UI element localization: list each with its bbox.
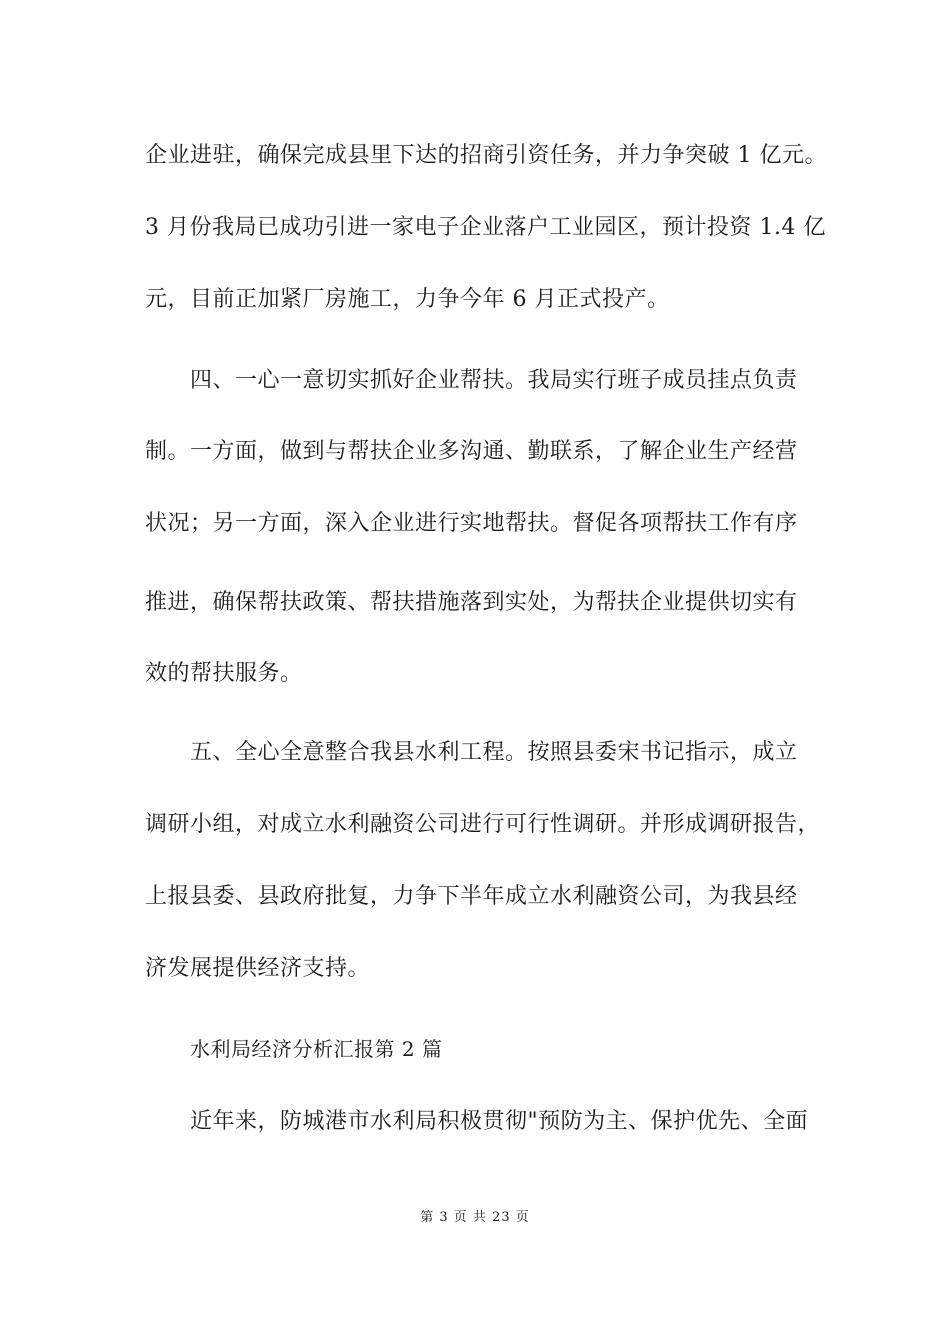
section-five-line-3: 上报县委、县政府批复，力争下半年成立水利融资公司，为我县经 <box>145 884 798 909</box>
section-four-line-1: 四、一心一意切实抓好企业帮扶。我局实行班子成员挂点负责 <box>190 368 798 393</box>
section-four-line-2: 制。一方面，做到与帮扶企业多沟通、勤联系，了解企业生产经营 <box>145 439 798 464</box>
body-line-3: 元，目前正加紧厂房施工，力争今年 6 月正式投产。 <box>145 287 670 312</box>
section-four-line-4: 推进，确保帮扶政策、帮扶措施落到实处，为帮扶企业提供切实有 <box>145 590 798 615</box>
body-line-2: 3 月份我局已成功引进一家电子企业落户工业园区，预计投资 1.4 亿 <box>145 215 826 240</box>
section-five-line-2: 调研小组，对成立水利融资公司进行可行性调研。并形成调研报告， <box>145 812 821 837</box>
page-number-footer: 第 3 页 共 23 页 <box>420 1210 530 1225</box>
article-intro-line-1: 近年来，防城港市水利局积极贯彻"预防为主、保护优先、全面 <box>190 1109 809 1134</box>
article-heading: 水利局经济分析汇报第 2 篇 <box>190 1037 443 1061</box>
body-line-1: 企业进驻，确保完成县里下达的招商引资任务，并力争突破 1 亿元。 <box>145 143 827 168</box>
section-four-line-5: 效的帮扶服务。 <box>145 661 303 686</box>
section-four-line-3: 状况；另一方面，深入企业进行实地帮扶。督促各项帮扶工作有序 <box>145 511 798 536</box>
section-five-line-1: 五、全心全意整合我县水利工程。按照县委宋书记指示，成立 <box>190 740 798 765</box>
section-five-line-4: 济发展提供经济支持。 <box>145 956 371 981</box>
